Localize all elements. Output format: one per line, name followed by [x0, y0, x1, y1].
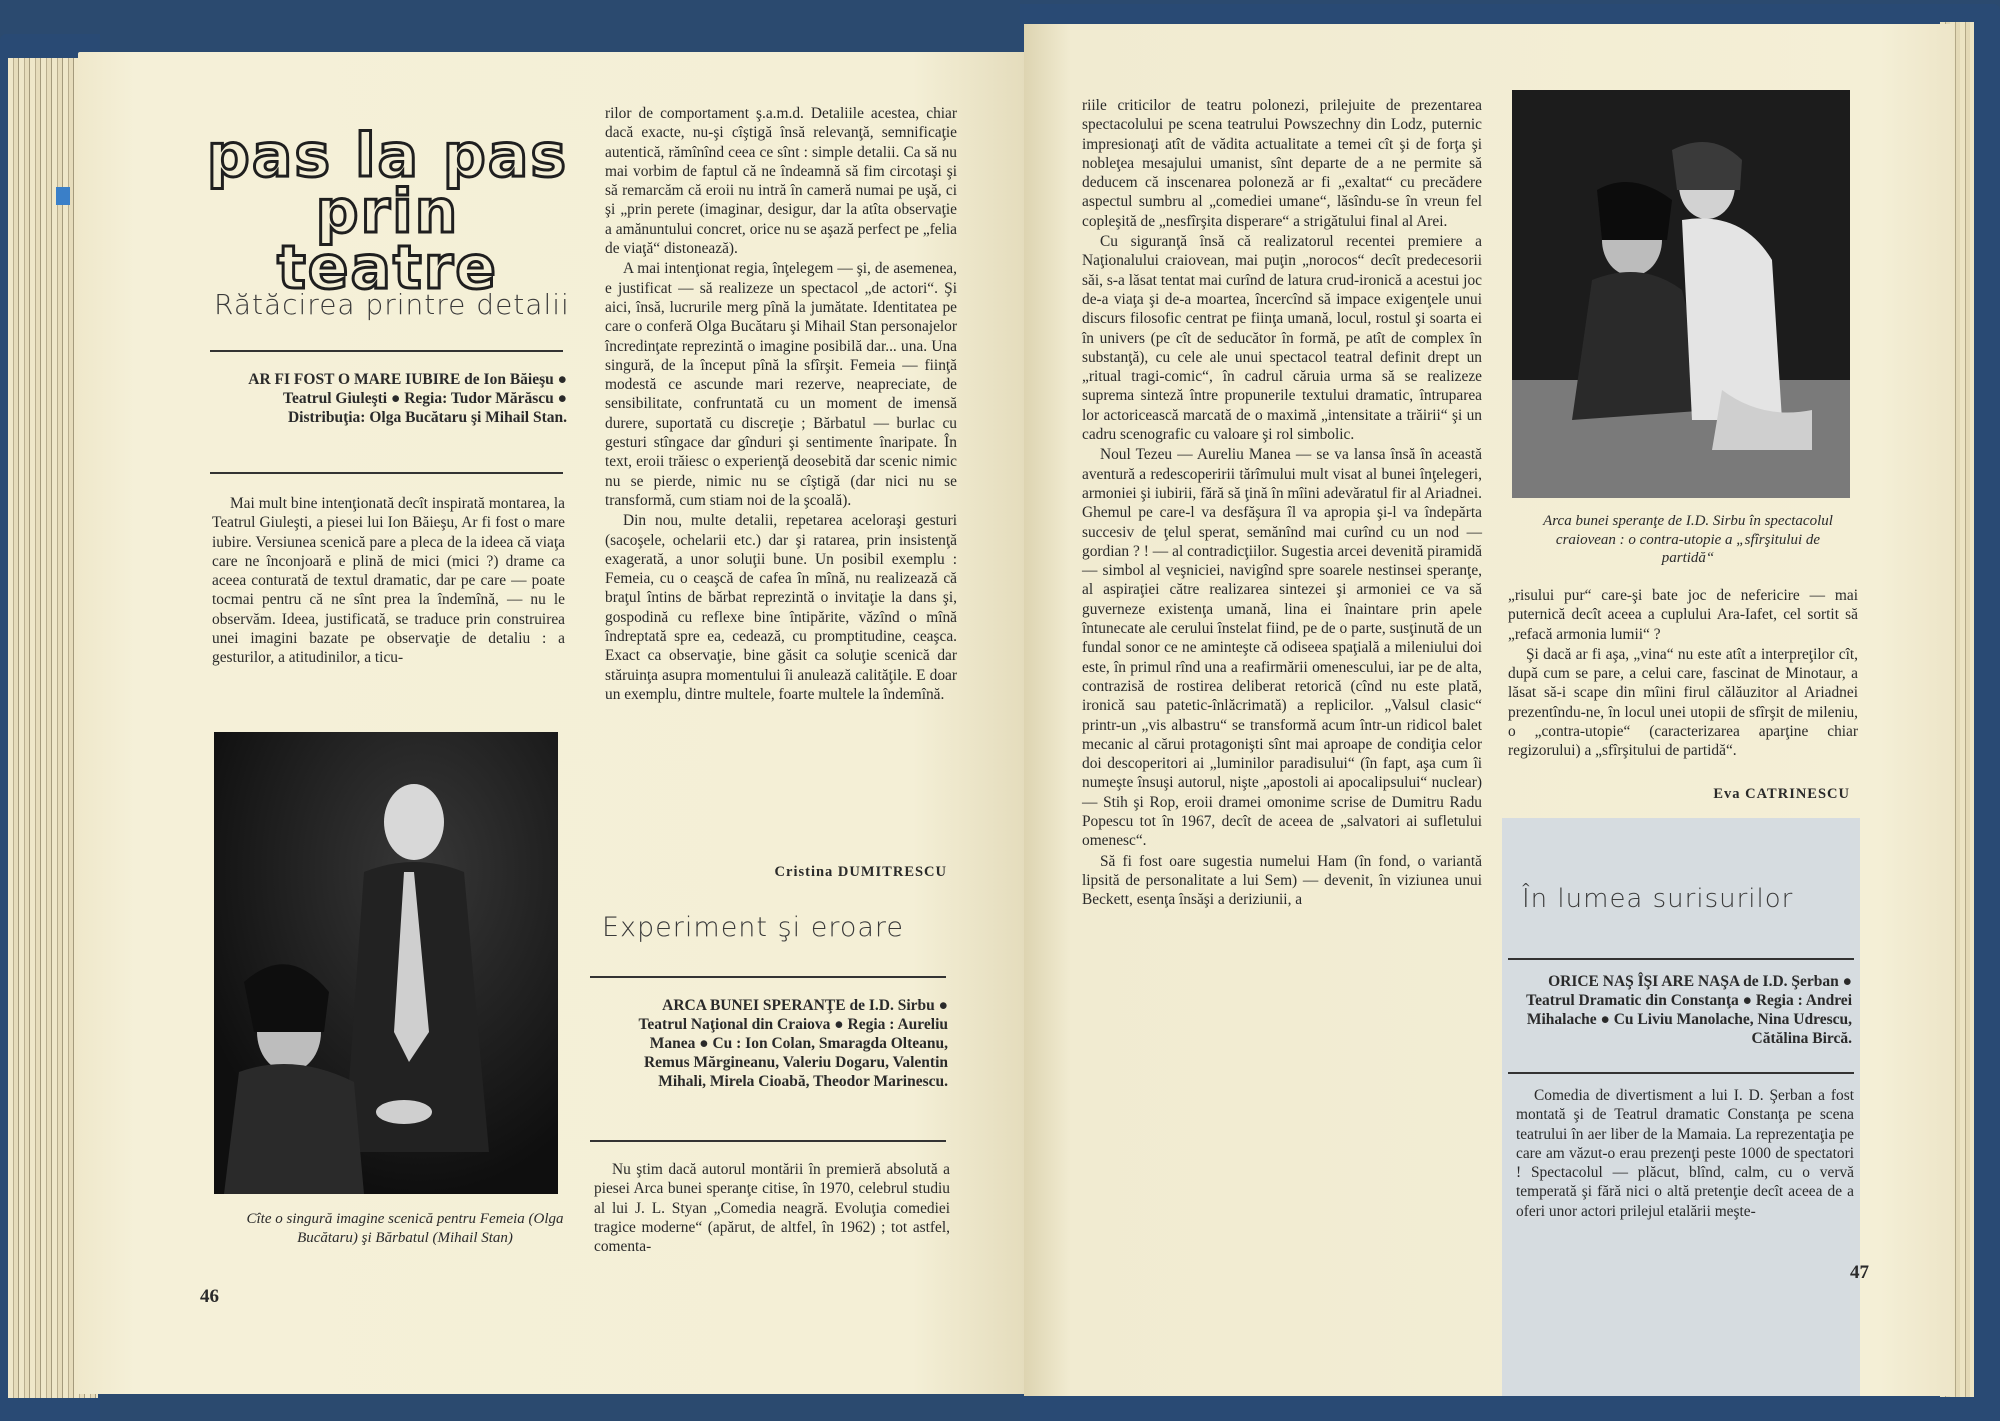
- paragraph: A mai intenţionat regia, înţelegem — şi, de asemenea, e justificat — să realizeze un spectacol „de actori“. Şi aici, însă, lucrurile merg pînă la jumătate. Identitatea pe care o conferă Olga Bucătaru şi Mihail Stan personajelor încredinţate reprezintă o imagine posibilă dar... una. Una singură, de la început pînă la sfîrşit. Femeia — fiinţă modestă ce ascunde mari rezerve, neapreciate, de sensibilitate, confruntată cu un moment de imensă durere, suportată cu discreţie ; Bărbatul — burlac cu gesturi stîngace dar gînduri şi sentimente înaripate. În text, eroii trăiesc o experienţă deosebită dar scenic nimic nu se pierde, nimic nu se cîştigă (dar nici nu se transformă, cum stiam noi de la şcoală).: [605, 260, 957, 509]
- credits-block: AR FI FOST O MARE IUBIRE de Ion Băieşu ● Teatrul Giuleşti ● Regia: Tudor Mărăscu ● Distribuţia: Olga Bucătaru şi Mihail Stan.: [248, 371, 567, 426]
- divider: [1508, 958, 1854, 960]
- logo-line-2: prin teatre: [277, 177, 498, 303]
- section-title: Rătăcirea printre detalii: [214, 288, 570, 321]
- author-signature: Eva CATRINESCU: [1713, 786, 1850, 802]
- paragraph: Din nou, multe detalii, repetarea aceloraşi gesturi (sacoşele, ochelarii etc.) dar şi ratarea, prin insistenţă exagerată, a unor soluţii bune. Un posibil exemplu : Femeia, cu o ceaşcă de cafea în mînă, nu realizează că braţul întins de bărbat reprezintă o invitaţie la dans şi, gospodină cu reflexe bine întipărite, văzînd o mînă îndreptată spre ea, cedează, cu promptitudine, ceaşca. Exact ca observaţie, bine găsit ca soluţie scenică dar stăruinţa asupra momentului îi anulează calităţile. E doar un exemplu, dintre multele, foarte multele la îndemînă.: [605, 512, 957, 703]
- stage-photo-right: [1512, 90, 1850, 498]
- credits-block: ARCA BUNEI SPERANŢE de I.D. Sirbu ● Teatrul Naţional din Craiova ● Regia : Aureliu Manea ● Cu : Ion Colan, Smaragda Olteanu, Remus Mărgineanu, Valeriu Dogaru, Valentin Mihali, Mirela Cioabă, Theodor Marinescu.: [638, 997, 948, 1090]
- author-signature: Cristina DUMITRESCU: [774, 864, 947, 880]
- section-title: Experiment şi eroare: [602, 912, 905, 943]
- paragraph: Să fi fost oare sugestia numelui Ham (în fond, o variantă lipsită de personalitate a lui Sem) — devenit, în viziunea unui Beckett, esenţa însăşi a deriziunii, a: [1082, 852, 1482, 909]
- divider: [590, 1140, 946, 1142]
- article-column-2: [605, 104, 957, 705]
- article-column-4: [1508, 586, 1858, 762]
- paragraph: „risului pur“ care-şi bate joc de nefericire — mai puternică decît aceea a cuplului Ara-Iafet, cel sortit să „refacă armonia lumii“ ?: [1508, 587, 1858, 643]
- credits-block: ORICE NAŞ ÎŞI ARE NAŞA de I.D. Şerban ● Teatrul Dramatic din Constanţa ● Regia : Andrei Mihalache ● Cu Liviu Manolache, Nina Udrescu, Cătălina Bircă.: [1526, 973, 1852, 1047]
- paragraph: Nu ştim dacă autorul montării în premieră absolută a piesei Arca bunei speranţe citise, în 1970, celebrul studiu al lui J. L. Styan „Comedia neagră. Evoluţia comediei tragice moderne“ (apărut, de altfel, în 1962) ; tot astfel, comenta-: [594, 1161, 950, 1256]
- divider: [210, 472, 563, 474]
- paragraph: Comedia de divertisment a lui I. D. Şerban a fost montată şi de Teatrul dramatic Constanţa pe scena teatrului în aer liber de la Mamaia. La reprezentaţia pe care am văzut-o erau prezenţi peste 1000 de spectatori ! Spectacolul — plăcut, blînd, calm, cu o vervă temperată şi fără nici o altă pretenţie decît aceea de a oferi unor actori prilejul etalării meşte-: [1516, 1087, 1854, 1220]
- photo-caption: Cîte o singură imagine scenică pentru Femeia (Olga Bucătaru) şi Bărbatul (Mihail Stan): [246, 1211, 564, 1246]
- divider: [1508, 1072, 1854, 1074]
- tab-marker: [56, 187, 70, 205]
- paragraph: Mai mult bine intenţionată decît inspirată montarea, la Teatrul Giuleşti, a piesei lui Ion Băieşu, Ar fi fost o mare iubire. Versiunea scenică pare a pleca de la ideea că viaţa care ne înconjoară e plină de mici (mici ?) drame ca aceea conturată de textul dramatic, dar pe care — poate tocmai pentru că ne sînt prea la îndemînă, — nu le observăm. Ideea, justificată, se traduce prin construirea unei imagini bazate pe observaţie de detaliu : a gesturilor, a atitudinilor, a ticu-: [212, 495, 565, 667]
- divider: [590, 976, 946, 978]
- section-title: În lumea surisurilor: [1522, 884, 1794, 914]
- stage-photo-left: [214, 732, 558, 1194]
- page-number: 47: [1850, 1262, 1869, 1283]
- article-column-3: [1082, 96, 1482, 910]
- paragraph: Şi dacă ar fi aşa, „vina“ nu este atît a interpreţilor cît, după cum se pare, a celui care, fascinat de Minotaur, a lăsat să-i scape din mîini firul călăuzitor al Ariadnei prezentîndu-ne, în locul unei utopii de sfîrşit de mileniu, o „contra-utopie“ (caracterizarea aparţine chiar regizorului) a „sfîrşitului de partidă“.: [1508, 645, 1858, 760]
- paragraph: Noul Tezeu — Aureliu Manea — se va lansa însă în această aventură a redescoperirii tărîmului mult visat al bunei înţelegeri, armoniei şi iubirii, fără să ţină în mîini adevăratul fir al Ariadnei. Ghemul pe care-l va desfăşura îl va apropia şi-l va îndepărta succesiv de ţelul sperat, semănînd mai curînd cu un nod — gordian ? ! — al contradicţiilor. Sugestia arcei devenită piramidă — simbol al veşniciei, navigînd spre soarele nestinsei speranţe, al aspiraţiei către realizarea sintezei şi armoniei ce va să guverneze existenţa umană, lina ei înaintare prin apele întunecate ale cerului înstelat fiind, pe de o parte, susţinută de un fundal sonor ce ne aminteşte că odiseea spaţială a mileniului doi este, în primul rînd una a reafirmării omenescului, iar pe de alta, contrazisă de rostirea deliberat retorică (cînd nu este plată, ironică sau patetic-înlăcrimată) a replicilor. „Valsul clasic“ printr-un „vis albastru“ se transformă acum într-un ridicol balet mecanic al cărui protagonişti sînt mai aproape de condiţia celor doi descoperitori ai „luminilor paradisului“ (în fapt, aşa cum îi numeşte însuşi autorul, nişte „apostoli ai apocalipsului“ nuclear) — Stih şi Rop, eroii dramei omonime scrise de Dumitru Radu Popescu tot în 1967, decît de aceea de „salvatori ai sufletului omenesc“.: [1082, 446, 1482, 850]
- paragraph: Cu siguranţă însă că realizatorul recentei premiere a Naţionalului craiovean, mai puţin „norocos“ decît predecesorii săi, s-a lăsat tentat mai curînd de latura crud-ironică a acestui joc de-a viaţa şi de-a moartea, încercînd să impace exigenţele unui discurs filosofic centrat pe fiinţa umană, locul, rostul şi soarta ei în univers (pe cît de seducător în formă, pe atît de complex în substanţă), cu cele ale unui spectacol teatral definit drept un „ritual tragi-comic“, în cadrul căruia urma să se realizeze suprema sinteză între propunerile textului dramatic, întruparea lor actoricească marcată de o maximă „intensitate a trăirii“ şi un cadru scenografic cu valoare şi rol simbolic.: [1082, 233, 1482, 444]
- photo-caption: Arca bunei speranţe de I.D. Sirbu în spectacolul craiovean : o contra-utopie a „sfîrşitului de partidă“: [1543, 513, 1833, 566]
- article-column-1: [212, 494, 565, 669]
- article-column-2-continued: [594, 1160, 950, 1257]
- divider: [210, 350, 563, 352]
- paragraph: riile criticilor de teatru polonezi, prilejuite de prezentarea spectacolului pe scena teatrului Powszechny din Lodz, puternic impresionaţi atît de vădita actualitate a temei cît şi de forţa şi nobleţea mesajului umanist, sînt departe de a ne permite să deducem că inscenarea poloneză ar fi „exaltat“ cu precădere aspectul sumbru al „comediei umane“, lăsîndu-se în vreun fel copleşită de „nesfîrşita disperare“ a strigătului final al Arei.: [1082, 97, 1482, 230]
- page-number: 46: [200, 1286, 219, 1307]
- article-column-4-continued: [1516, 1086, 1854, 1222]
- paragraph: rilor de comportament ş.a.m.d. Detaliile acestea, chiar dacă exacte, nu-şi cîştigă însă relevanţă, semnificaţie autentică, rămînînd ceea ce sînt : simple detalii. Ca să nu mai vorbim de faptul că ne îndeamnă să fim circotaşi şi să remarcăm că eroii nu intră în cameră numai pe uşă, ci şi „prin perete (imaginar, desigur, dar la atîta observaţie a amănuntului concret, orice nu se aşază perfect pe „felia de viaţă“ distonează).: [605, 105, 957, 258]
- column-logo: [205, 121, 570, 303]
- logo-line-1: pas la pas: [206, 121, 569, 191]
